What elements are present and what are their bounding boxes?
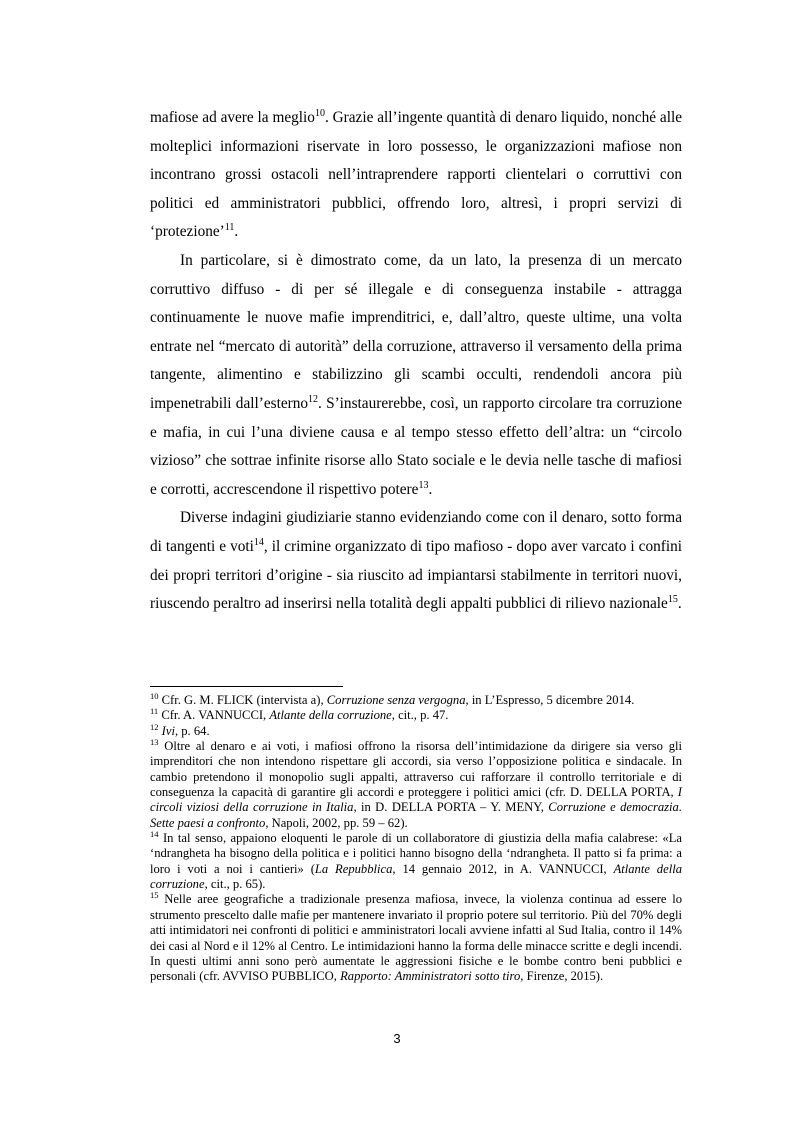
footnote-ref: 13: [418, 479, 429, 491]
footnote-ref: 15: [667, 594, 678, 605]
paragraph: Diverse indagini giudiziarie stanno evidenziando come con il denaro, sotto forma di tangenti e voti$^{14}$, il crimine organizzato di tipo mafioso - dopo aver varcato i confini dei propri territori d’origine - sia riuscito ad impiantarsi stabilmente in territori nuovi, riuscendo peraltro ad inserirsi nella totalità degli appalti pubblici di rilievo nazionale$^{15}$.: [150, 509, 683, 613]
footnote: $^{13}$ Oltre al denaro e ai voti, i mafiosi offrono la risorsa dell’intimidazione da dirigere sia verso gli imprenditori che non intendono rispettare gli accordi, sia verso l’opposizione politica e sindacale. In cambio pretendono il monopolio sugli appalti, attraverso cui rafforzare il controllo territoriale e di conseguenza la capacità di garantire gli accordi e proteggere i politici amici (cfr. D. DELLA PORTA, I circoli viziosi della corruzione in Italia, in D. DELLA PORTA – Y. MENY, Corruzione e democrazia. Sette paesi a confronto, Napoli, 2002, pp. 59 – 62).: [150, 736, 682, 830]
footnote: $^{12}$ Ivi, p. 64.: [150, 721, 210, 738]
footnote-ref: 12: [308, 393, 319, 405]
body-text: [150, 104, 682, 619]
paragraph: In particolare, si è dimostrato come, da un lato, la presenza di un mercato corruttivo diffuso - di per sé illegale e di conseguenza instabile - attragga continuamente le nuove mafie imprenditrici, e, dall’altro, queste ultime, una volta entrate nel “mercato di autorità” della corruzione, attraverso il versamento della prima tangente, alimentino e stabilizzino gli scambi occulti, rendendoli ancora più impenetrabili dall’esterno$^{12}$. S’instaurerebbe, così, un rapporto circolare tra corruzione e mafia, in cui l’una diviene causa e al tempo stesso effetto dell’altra: un “circolo vizioso” che sottrae infinite risorse allo Stato sociale e le devia nelle tasche di mafiosi e corrotti, accrescendone il rispettivo potere$^{13}$.: [150, 251, 682, 498]
footnote-ref: 11: [224, 222, 235, 234]
footnote-separator: [150, 686, 343, 687]
footnote: $^{10}$ Cfr. G. M. FLICK (intervista a), Corruzione senza vergogna, in L’Espresso, 5 dicembre 2014.: [150, 690, 635, 707]
footnotes: [150, 690, 682, 985]
paragraph: mafiose ad avere la meglio$^{10}$. Grazie all’ingente quantità di denaro liquido, nonché alle molteplici informazioni riservate in loro possesso, le organizzazioni mafiose non incontrano grossi ostacoli nell’intraprendere rapporti clientelari o corruttivi con politici ed amministratori pubblici, offrendo loro, altresì, i propri servizi di ‘protezione’$^{11}$.: [150, 107, 683, 241]
footnote: $^{14}$ In tal senso, appaiono eloquenti le parole di un collaboratore di giustizia della mafia calabrese: «La ‘ndrangheta ha bisogno della politica e i politici hanno bisogno della ‘ndrangheta. Il patto si fa prima: a loro i voti a noi i cantieri» (La Repubblica, 14 gennaio 2012, in A. VANNUCCI, Atlante della corruzione, cit., p. 65).: [150, 828, 682, 892]
footnote-ref: 10: [314, 107, 325, 119]
footnote-ref: 14: [253, 536, 264, 548]
footnote: $^{11}$ Cfr. A. VANNUCCI, Atlante della corruzione, cit., p. 47.: [150, 706, 449, 723]
footnote: $^{15}$ Nelle aree geografiche a tradizionale presenza mafiosa, invece, la violenza continua ad essere lo strumento prescelto dalle mafie per mantenere invariato il proprio potere sul territorio. Più del 70% degli atti intimidatori nei confronti di politici e amministratori locali avviene infatti al Sud Italia, contro il 14% dei casi al Nord e il 12% al Centro. Le intimidazioni hanno la forma delle minacce scritte e degli incendi. In questi ultimi anni sono però aumentate le aggressioni fisiche e le bombe contro beni pubblici e personali (cfr. AVVISO PUBBLICO, Rapporto: Amministratori sotto tiro, Firenze, 2015).: [150, 890, 682, 984]
page-number: 3: [393, 1031, 401, 1046]
